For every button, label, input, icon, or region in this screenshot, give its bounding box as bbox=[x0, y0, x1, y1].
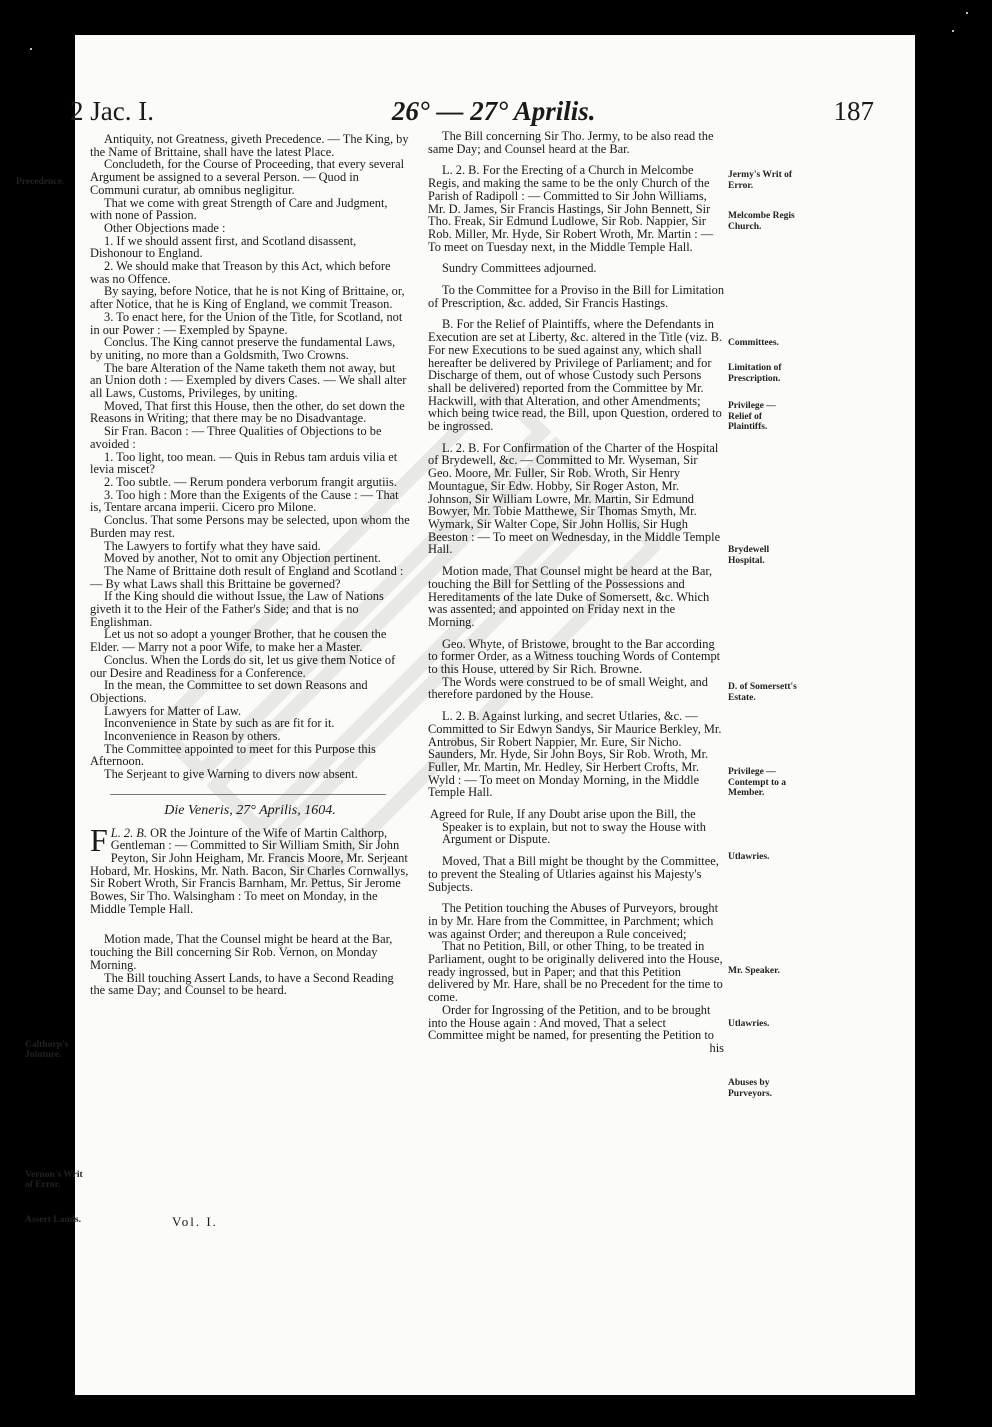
paragraph: The Serjeant to give Warning to divers now absent. bbox=[104, 767, 358, 782]
paragraph: 3. To enact here, for the Union of the Title, for Scotland, not in our Power : — Exempled by Spayne. bbox=[90, 309, 403, 337]
margin-note-committees: Committees. bbox=[728, 338, 779, 348]
paragraph: Moved, That a Bill might be thought by the Committee, to prevent the Stealing of Utlaries against his Majesty's Subjects. bbox=[428, 854, 719, 894]
margin-note-assert: Assert Lands. bbox=[25, 1215, 81, 1225]
margin-note-jermy: Jermy's Writ of Error. bbox=[728, 170, 793, 191]
margin-note-speaker: Mr. Speaker. bbox=[728, 966, 780, 976]
paragraph: 2. Too subtle. — Rerum pondera verborum frangit argutiis. bbox=[104, 474, 397, 489]
paragraph: The Committee appointed to meet for this Purpose this Afternoon. bbox=[90, 741, 376, 769]
margin-note-somerset: D. of Somersett's Estate. bbox=[728, 682, 797, 703]
paragraph: Inconvenience in State by such as are fit for it. bbox=[104, 716, 335, 731]
catchword: his bbox=[709, 1041, 724, 1055]
paragraph: Inconvenience in Reason by others. bbox=[104, 729, 281, 744]
margin-note-contempt: Privilege — Contempt to a Member. bbox=[728, 767, 787, 798]
paragraph: L. 2. B. Against lurking, and secret Utlaries, &c. — Committed to Sir Edwyn Sandys, Sir Maurice Berkley, Mr. Antrobus, Sir Robert Nappier, Mr. Eure, Sir Nicho. Saunders, Mr. Hyde, Sir John Boys, Sir Rob. Wroth, Mr. Fuller, Mr. Martin, Mr. Hedley, Sir Herbert Crofts, Mr. Wyld : — To meet on Monday Morning, in the Middle Temple Hall. bbox=[428, 709, 722, 800]
margin-note-purveyors: Abuses by Purveyors. bbox=[728, 1078, 773, 1099]
paragraph: That no Petition, Bill, or other Thing, to be treated in Parliament, ought to be originally delivered into the House, ready ingrossed, but in Paper; and that this Petition delivered by Mr. Hare, shall be no Precedent for the time to come. bbox=[428, 939, 723, 1005]
paragraph: Antiquity, not Greatness, giveth Precedence. — The King, by the Name of Brittaine, shall have the latest Place. bbox=[90, 132, 409, 159]
scan-speck bbox=[966, 12, 968, 14]
paragraph: Geo. Whyte, of Bristowe, brought to the Bar according to former Order, as a Witness touching Words of Contempt to this House, uttered by Sir Rich. Browne. bbox=[428, 636, 721, 677]
calthorp-entry bbox=[90, 821, 410, 916]
margin-note-calthorp: Calthorp's Jointure. bbox=[25, 1040, 69, 1060]
paragraph: Lawyers for Matter of Law. bbox=[104, 703, 242, 718]
margin-note-precedence: Precedence. bbox=[16, 177, 65, 187]
paragraph: Sir Fran. Bacon : — Three Qualities of Objections to be avoided : bbox=[90, 424, 382, 451]
page-number: 187 bbox=[833, 96, 874, 126]
paragraph: Conclus. When the Lords do sit, let us give them Notice of our Desire and Readiness for a Conference. bbox=[90, 652, 396, 680]
paragraph: L. 2. B. For Confirmation of the Charter of the Hospital of Brydewell, &c. — Committed to Mr. Wyseman, Sir Geo. Moore, Mr. Fuller, Sir Rob. Wroth, Sir Henry Mountague, Sir Edw. Hobby, Sir Roger Aston, Mr. Johnson, Sir William Lowre, Mr. Martin, Sir Edmund Bowyer, Mr. Tobie Matthewe, Sir Thomas Smyth, Mr. Wymark, Sir Walter Cope, Sir John Hollis, Sir Hugh Beeston : — To meet on Wednesday, in the Middle Temple Hall. bbox=[428, 440, 721, 557]
margin-note-melcombe: Melcombe Regis Church. bbox=[728, 211, 795, 232]
paragraph: Other Objections made : bbox=[104, 220, 226, 235]
volume-signature: Vol. I. bbox=[172, 1214, 218, 1229]
margin-note-vernon: Vernon's Writ of Error. bbox=[25, 1170, 83, 1190]
paragraph: B. For the Relief of Plaintiffs, where the Defendants in Execution are set at Liberty, &c. altered in the Title (viz. B. For new Executions to be sued against any, which shall hereafter be delivered by Privilege of Parliament; and for Discharge of them, out of whose Custody such Persons shall be delivered) reported from the Committee by Mr. Hackwill, with that Alteration, and other Amendments; which being twice read, the Bill, upon Question, ordered to be ingrossed. bbox=[428, 317, 723, 434]
paragraph: In the mean, the Committee to set down Reasons and Objections. bbox=[90, 678, 368, 705]
paragraph: To the Committee for a Proviso in the Bill for Limitation of Prescription, &c. added, Sir Francis Hastings. bbox=[428, 283, 725, 310]
bill-reading-label: L. 2. B. bbox=[110, 825, 147, 840]
paragraph: The Lawyers to fortify what they have said. bbox=[104, 538, 321, 553]
paragraph: That we come with great Strength of Care and Judgment, with none of Passion. bbox=[90, 195, 388, 223]
paragraph: The Bill touching Assert Lands, to have a Second Reading the same Day; and Counsel to be heard. bbox=[90, 970, 394, 998]
margin-note-limitation: Limitation of Prescription. bbox=[728, 363, 782, 384]
paragraph: Moved by another, Not to omit any Objection pertinent. bbox=[104, 551, 381, 566]
calthorp-text: OR the Jointure of the Wife of Martin Calthorp, Gentleman : — Committed to Sir William Smith, Sir John Peyton, Sir John Heigham, Mr. Francis Moore, Mr. Serjeant Hobard, Mr. Hoskins, Mr. Nath. Bacon, Sir Charles Cornwallys, Sir Robert Wroth, Sir Francis Barnham, Mr. Pettus, Sir Jerome Bowes, Sir Tho. Walsingham : To meet on Monday, in the Middle Temple Hall. bbox=[90, 825, 409, 916]
date-heading: Die Veneris, 27° Aprilis, 1604. bbox=[164, 802, 336, 818]
paragraph: Agreed for Rule, If any Doubt arise upon the Bill, the Speaker is to explain, but not to sway the House with Argument or Dispute. bbox=[430, 807, 706, 847]
paragraph: Moved, That first this House, then the other, do set down the Reasons in Writing; that there may be no Disadvantage. bbox=[90, 398, 405, 426]
paragraph: 1. If we should assent first, and Scotland disassent, Dishonour to England. bbox=[90, 233, 357, 261]
paragraph: 3. Too high : More than the Exigents of the Cause : — That is, Tentare arcana imperii. Cicero pro Milone. bbox=[90, 487, 399, 515]
paragraph: L. 2. B. For the Erecting of a Church in Melcombe Regis, and making the same to be the only Church of the Parish of Radipoll : — Committed to Sir John Williams, Mr. D. James, Sir Francis Hastings, Sir John Bennett, Sir Tho. Freak, Sir Edmund Ludlowe, Sir Rob. Nappier, Sir Rob. Miller, Mr. Hyde, Sir Robert Wroth, Mr. Martin : — To meet on Tuesday next, in the Middle Temple Hall. bbox=[428, 163, 714, 254]
paragraph: 2. We should make that Treason by this Act, which before was no Offence. bbox=[90, 259, 391, 286]
paragraph: By saying, before Notice, that he is not King of Brittaine, or, after Notice, that he is King of England, we commit Treason. bbox=[90, 284, 405, 312]
paragraph: Order for Ingrossing of the Petition, and to be brought into the House again : And moved, That a select Committee might be named, for presenting the Petition to bbox=[428, 1002, 714, 1043]
margin-note-brydewell: Brydewell Hospital. bbox=[728, 545, 770, 566]
margin-note-utlaries: Utlawries. bbox=[728, 852, 770, 862]
header-center: 26° — 27° Aprilis. bbox=[391, 96, 596, 126]
paragraph: The Name of Brittaine doth result of England and Scotland : — By what Laws shall this Brittaine be governed? bbox=[90, 563, 404, 591]
paragraph: Motion made, That the Counsel might be heard at the Bar, touching the Bill concerning Sir Rob. Vernon, on Monday Morning. bbox=[90, 932, 393, 972]
paragraph: The bare Alteration of the Name taketh them not away, but an Union doth : — Exempled by divers Cases. — We shall alter all Laws, Customs, Privileges, by uniting. bbox=[90, 360, 407, 401]
section-divider bbox=[110, 794, 386, 795]
right-column bbox=[428, 130, 724, 1055]
margin-note-utlaries-2: Utlawries. bbox=[728, 1019, 770, 1029]
paragraph: 1. Too light, too mean. — Quis in Rebus tam arduis vilia et levia miscet? bbox=[90, 449, 398, 477]
drop-cap: F bbox=[90, 821, 108, 858]
margin-note-privilege: Privilege — Relief of Plaintiffs. bbox=[728, 401, 776, 432]
paragraph: Conclus. That some Persons may be selected, upon whom the Burden may rest. bbox=[90, 513, 410, 540]
header-left: 2 Jac. I. bbox=[70, 96, 154, 126]
scan-speck bbox=[30, 48, 32, 50]
paragraph: Let us not so adopt a younger Brother, that he cousen the Elder. — Marry not a poor Wife, to make her a Master. bbox=[90, 627, 387, 655]
paragraph: If the King should die without Issue, the Law of Nations giveth it to the Heir of the Father's Side; and that is no Englishman. bbox=[90, 589, 384, 629]
paragraph: Concludeth, for the Course of Proceeding, that every several Argument be assigned to a several Person. — Quod in Communi curatur, ab omnibus negligitur. bbox=[90, 157, 405, 197]
paragraph: The Petition touching the Abuses of Purveyors, brought in by Mr. Hare from the Committee, in Parchment; which was against Order; and thereupon a Rule conceived; bbox=[428, 901, 719, 941]
paragraph: The Bill concerning Sir Tho. Jermy, to be also read the same Day; and Counsel heard at the Bar. bbox=[428, 129, 714, 156]
paragraph: The Words were construed to be of small Weight, and therefore pardoned by the House. bbox=[428, 674, 708, 702]
paragraph: Sundry Committees adjourned. bbox=[442, 261, 597, 276]
left-column bbox=[90, 133, 410, 997]
scan-speck bbox=[952, 30, 954, 32]
paragraph: Motion made, That Counsel might be heard at the Bar, touching the Bill for Settling of the Possessions and Hereditaments of the late Duke of Somersett, &c. Which was assented; and appointed on Friday next in the Morning. bbox=[428, 564, 713, 629]
paragraph: Conclus. The King cannot preserve the fundamental Laws, by uniting, no more than a Goldsmith, Two Crowns. bbox=[90, 335, 396, 362]
